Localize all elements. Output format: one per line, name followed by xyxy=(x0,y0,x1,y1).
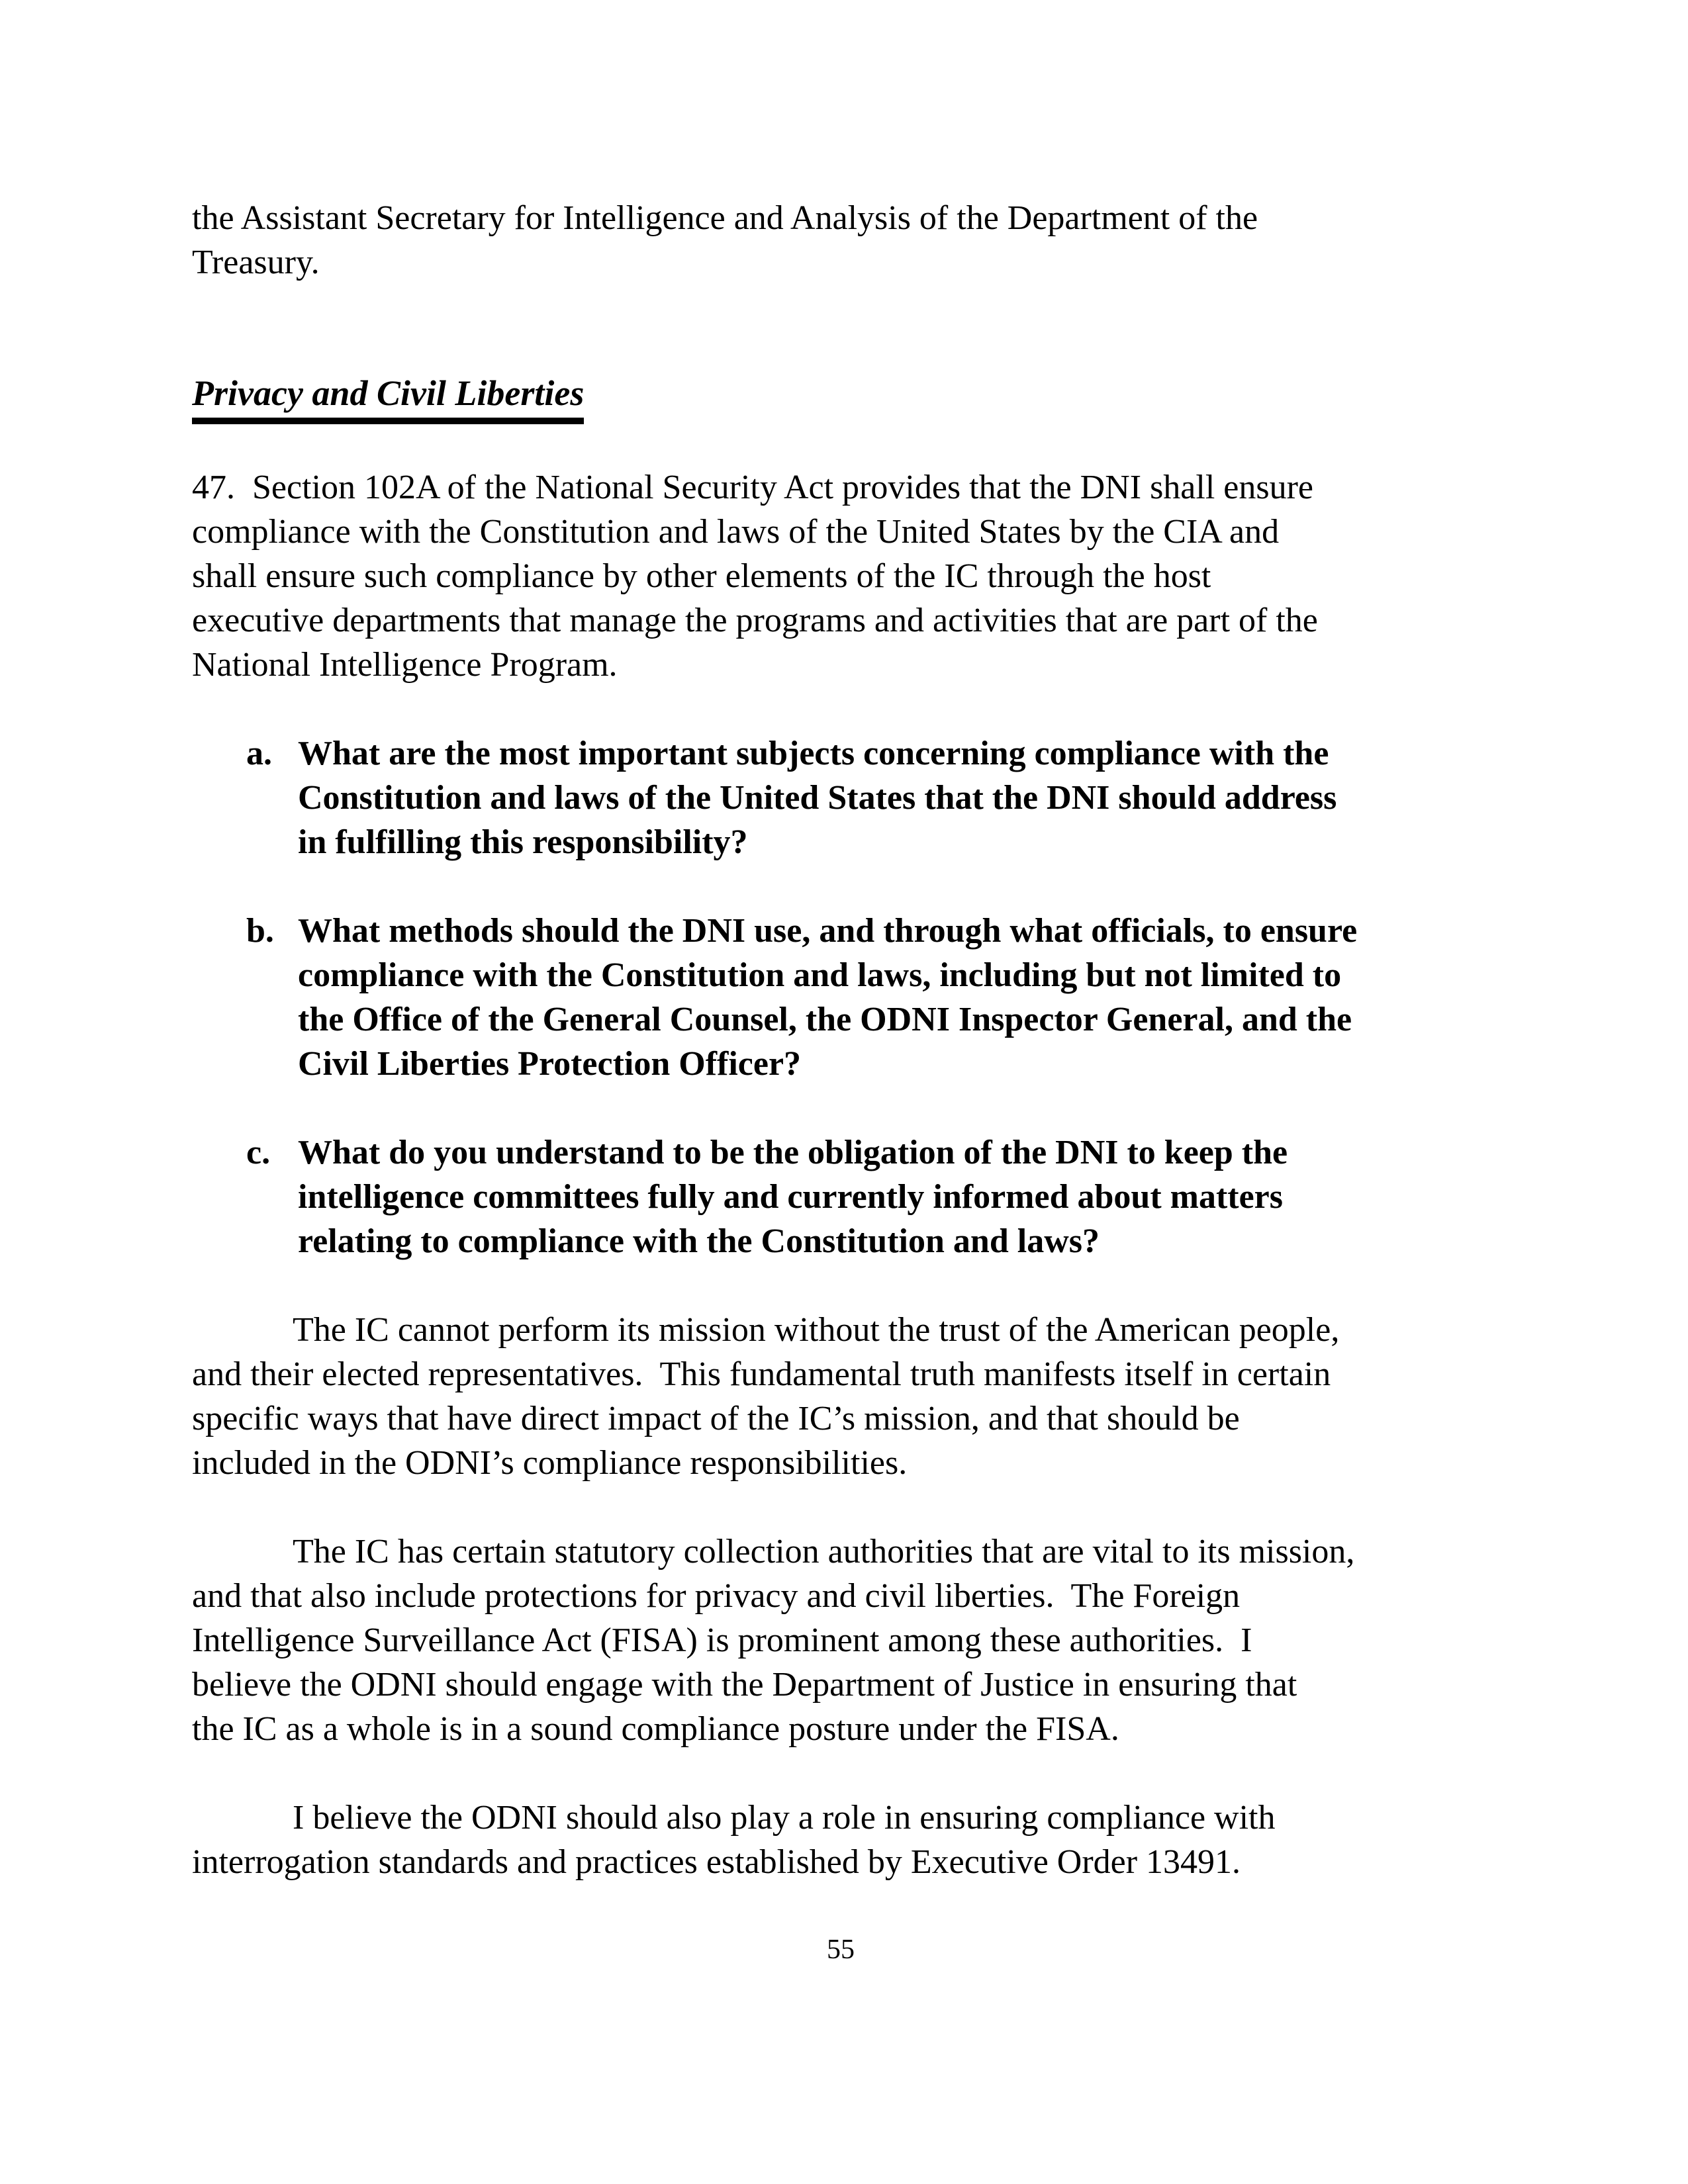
text-line: and their elected representatives. This fundamental truth manifests itself in certain xyxy=(192,1355,1331,1393)
section-heading-block xyxy=(192,372,1489,424)
text-line: Intelligence Surveillance Act (FISA) is prominent among these authorities. I xyxy=(192,1621,1252,1659)
text-line: the Office of the General Counsel, the ODNI Inspector General, and the xyxy=(298,1001,1352,1038)
text-line: and that also include protections for privacy and civil liberties. The Foreign xyxy=(192,1577,1241,1615)
text-line: The IC cannot perform its mission without the trust of the American people, xyxy=(293,1311,1340,1349)
text-line: specific ways that have direct impact of the IC’s mission, and that should be xyxy=(192,1400,1240,1437)
text-line: Treasury. xyxy=(192,244,320,281)
item-text xyxy=(298,909,1489,1086)
text-line: What are the most important subjects concerning compliance with the xyxy=(298,735,1329,772)
item-text xyxy=(298,731,1489,864)
item-label: b. xyxy=(246,912,274,950)
text-line: interrogation standards and practices established by Executive Order 13491. xyxy=(192,1843,1241,1881)
text-line: compliance with the Constitution and laws of the United States by the CIA and xyxy=(192,513,1280,551)
text-line: 47. Section 102A of the National Security Act provides that the DNI shall ensure xyxy=(192,469,1313,506)
text-line: relating to compliance with the Constitution and laws? xyxy=(298,1222,1100,1260)
text-line: in fulfilling this responsibility? xyxy=(298,823,748,861)
text-line: executive departments that manage the programs and activities that are part of the xyxy=(192,602,1318,639)
text-line: National Intelligence Program. xyxy=(192,646,618,684)
question-item-a xyxy=(246,731,1489,864)
question-47-paragraph xyxy=(192,465,1489,687)
page-number: 55 xyxy=(827,1934,855,1965)
text-line: Constitution and laws of the United States that the DNI should address xyxy=(298,779,1337,817)
question-item-b xyxy=(246,909,1489,1086)
text-line: What do you understand to be the obligation of the DNI to keep the xyxy=(298,1134,1288,1171)
intro-paragraph xyxy=(192,196,1489,285)
text-line: intelligence committees fully and currently informed about matters xyxy=(298,1178,1283,1216)
text-line: included in the ODNI’s compliance responsibilities. xyxy=(192,1444,908,1482)
item-text xyxy=(298,1130,1489,1263)
text-line: compliance with the Constitution and laws, including but not limited to xyxy=(298,956,1342,994)
text-line: shall ensure such compliance by other elements of the IC through the host xyxy=(192,557,1211,595)
item-label: a. xyxy=(246,735,272,772)
text-line: the Assistant Secretary for Intelligence and Analysis of the Department of the xyxy=(192,199,1258,237)
text-line: I believe the ODNI should also play a role in ensuring compliance with xyxy=(293,1799,1276,1837)
text-line: believe the ODNI should engage with the Department of Justice in ensuring that xyxy=(192,1666,1297,1704)
question-item-c xyxy=(246,1130,1489,1263)
item-label: c. xyxy=(246,1134,271,1171)
text-line: What methods should the DNI use, and through what officials, to ensure xyxy=(298,912,1358,950)
answer-paragraph-2 xyxy=(192,1529,1489,1751)
text-line: the IC as a whole is in a sound compliance posture under the FISA. xyxy=(192,1710,1119,1748)
answer-paragraph-3 xyxy=(192,1796,1489,1884)
text-line: The IC has certain statutory collection authorities that are vital to its mission, xyxy=(293,1533,1355,1570)
text-line: Civil Liberties Protection Officer? xyxy=(298,1045,802,1083)
answer-paragraph-1 xyxy=(192,1308,1489,1485)
section-heading: Privacy and Civil Liberties xyxy=(192,374,584,424)
